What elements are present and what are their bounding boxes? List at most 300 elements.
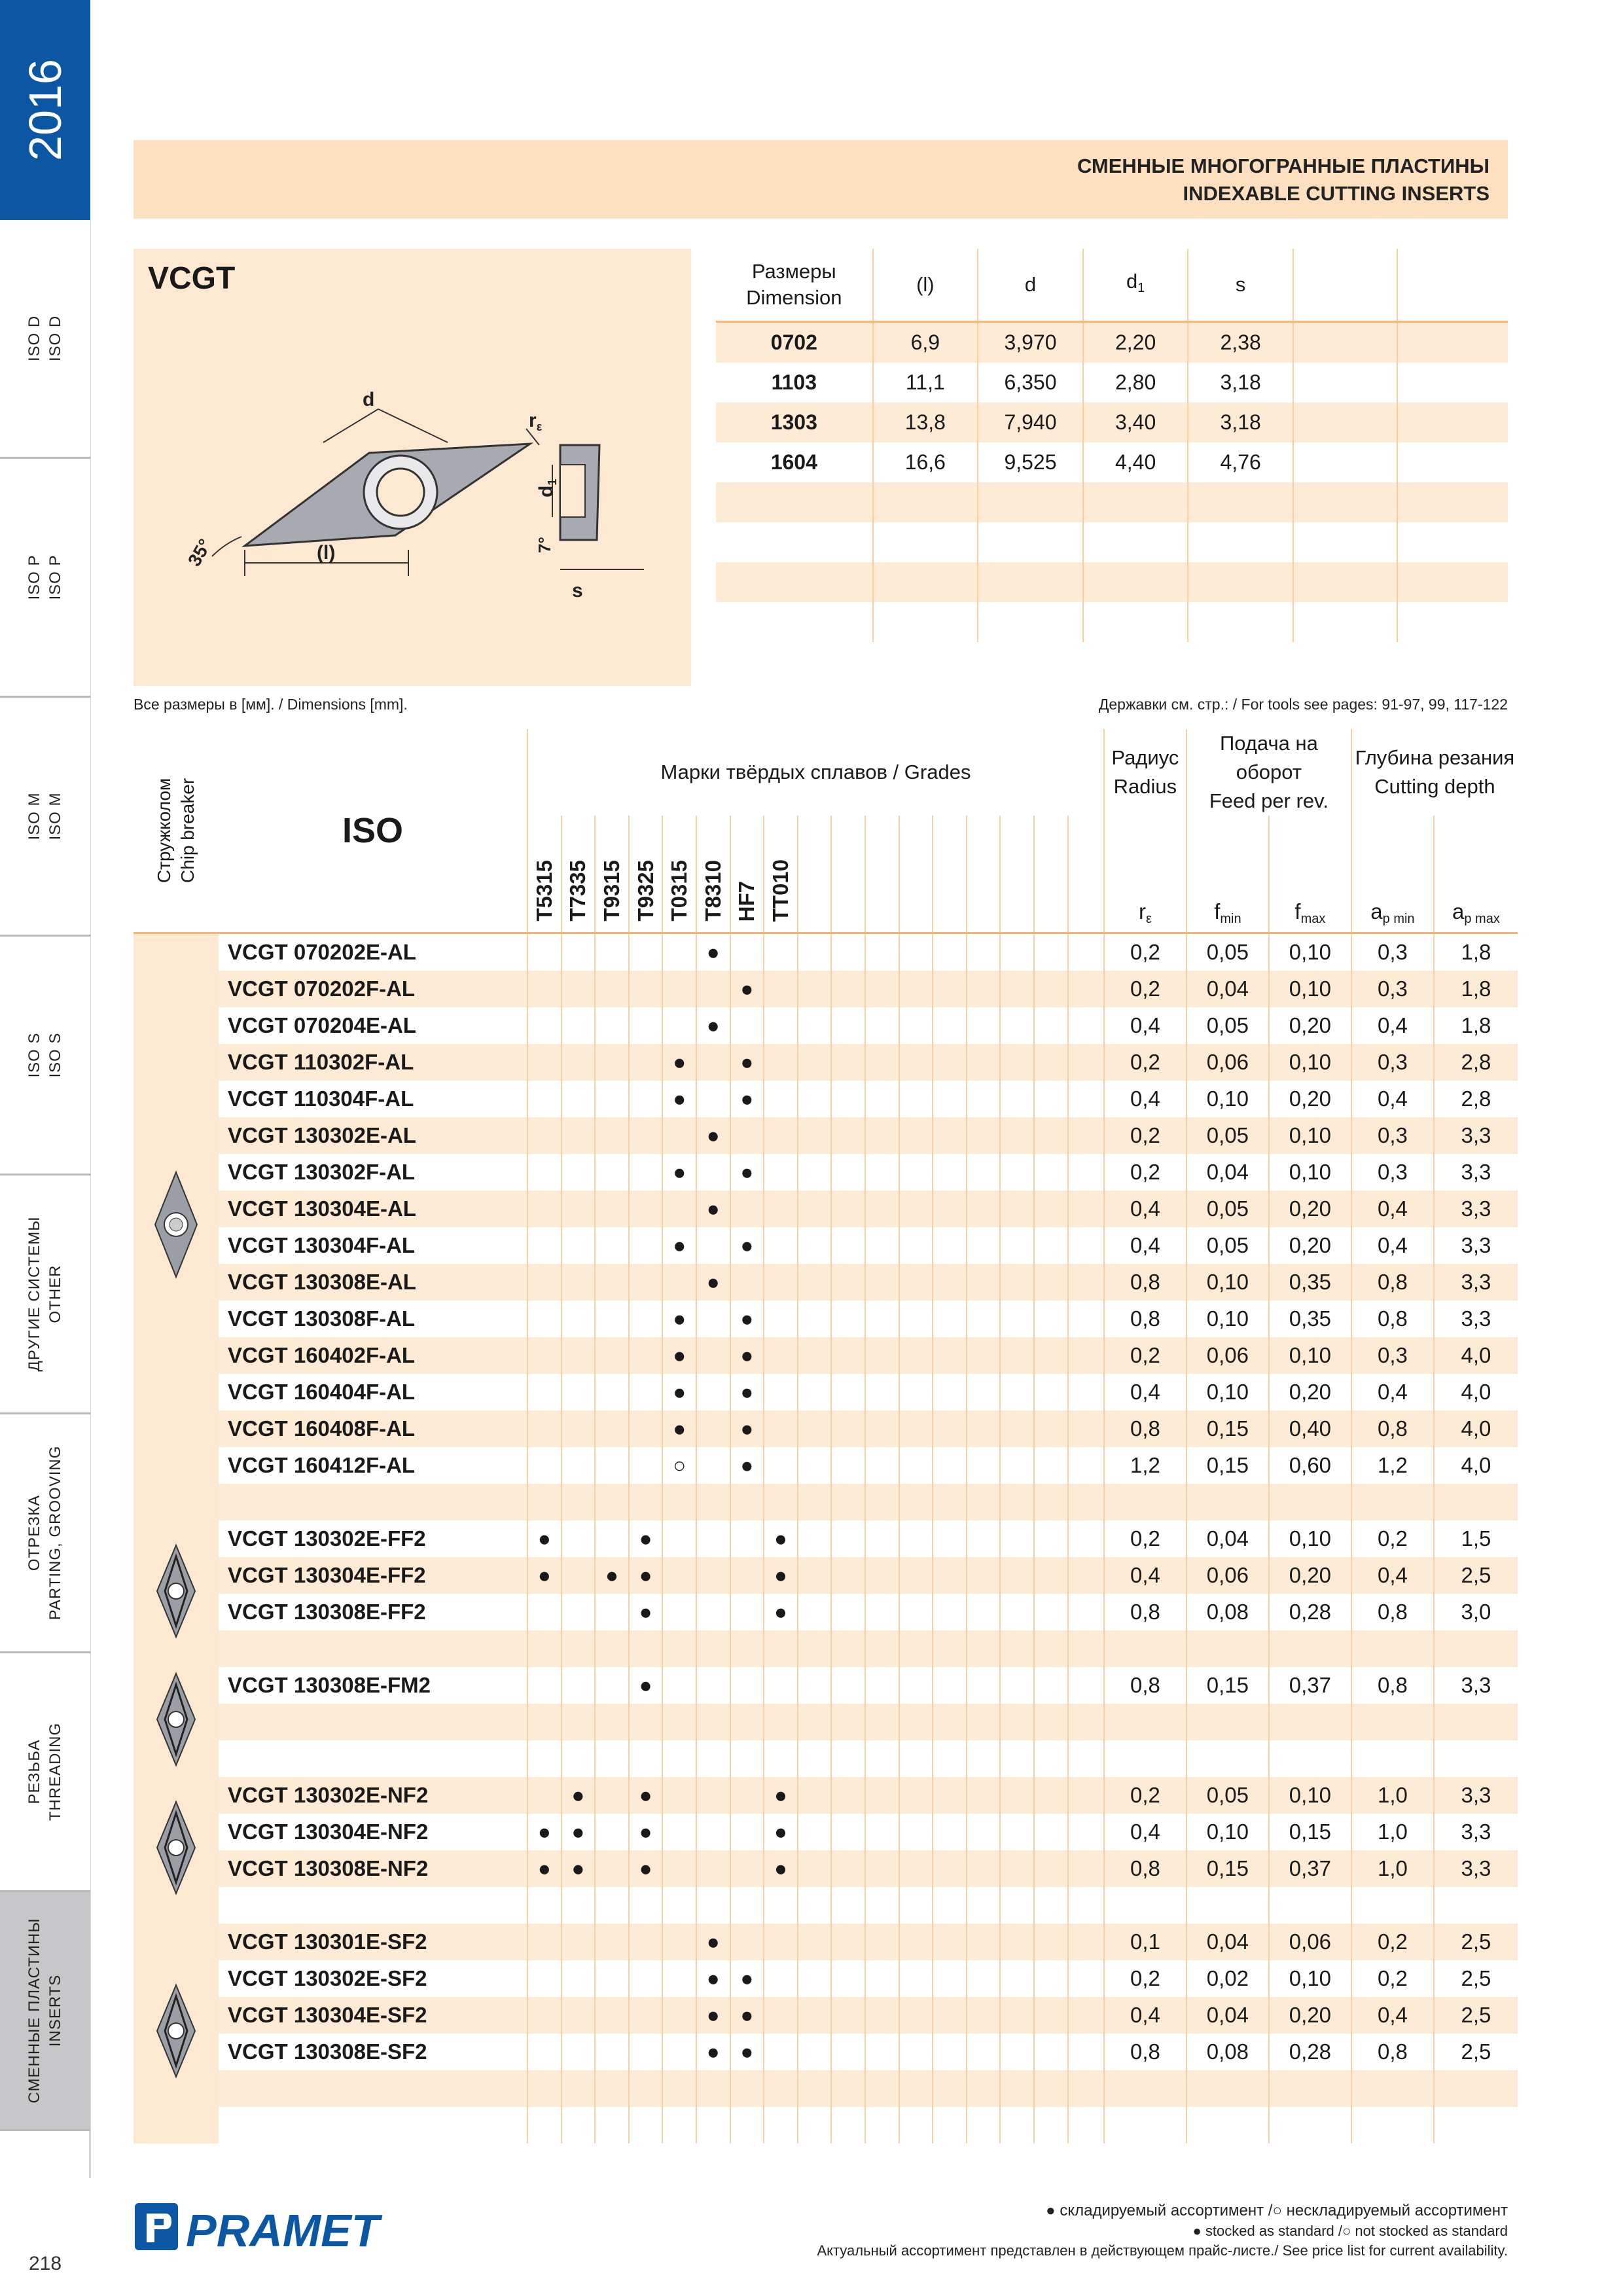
value-apmax: 3,3 xyxy=(1434,1227,1518,1264)
side-tab-label: СМЕННЫЕ ПЛАСТИНЫ INSERTS xyxy=(26,1918,64,2104)
table-row xyxy=(134,1960,1518,1997)
grade-cell xyxy=(933,1337,967,1374)
grade-cell xyxy=(1068,1924,1104,1960)
grade-cell xyxy=(595,1594,629,1630)
grade-cell xyxy=(865,1850,899,1887)
grade-cell xyxy=(1068,1520,1104,1557)
value-fmin: 0,15 xyxy=(1186,1667,1269,1704)
grade-cell xyxy=(967,1777,1001,1814)
grade-cell xyxy=(798,1081,832,1117)
grade-cell xyxy=(562,1374,596,1410)
grade-cell: ● xyxy=(730,1337,764,1374)
value-re: 1,2 xyxy=(1104,1447,1186,1484)
grade-cell xyxy=(662,971,696,1007)
grade-cell xyxy=(696,1520,730,1557)
grade-cell xyxy=(1000,1081,1034,1117)
grade-cell xyxy=(696,1447,730,1484)
value-apmin: 0,8 xyxy=(1351,1300,1434,1337)
grade-cell xyxy=(562,1044,596,1081)
value-fmin: 0,10 xyxy=(1186,1374,1269,1410)
grade-cell: ● xyxy=(730,971,764,1007)
side-tab-5[interactable] xyxy=(0,1175,90,1414)
grade-cell xyxy=(933,1814,967,1850)
dimension-row xyxy=(716,322,1508,363)
grade-cell xyxy=(1000,1044,1034,1081)
grade-cell xyxy=(1068,971,1104,1007)
grade-cell xyxy=(967,1704,1001,1740)
grade-cell xyxy=(967,1594,1001,1630)
table-row xyxy=(134,933,1518,971)
grade-cell xyxy=(967,1044,1001,1081)
value-fmin: 0,02 xyxy=(1186,1960,1269,1997)
dimension-header-d: d xyxy=(978,249,1083,322)
grade-cell xyxy=(967,1960,1001,1997)
grade-cell xyxy=(933,2034,967,2070)
value-apmax: 2,5 xyxy=(1434,1557,1518,1594)
value-fmax: 0,10 xyxy=(1269,1154,1351,1191)
grade-cell: ● xyxy=(730,1374,764,1410)
legend-line-3: Актуальный ассортимент представлен в действующем прайс-листе./ See price list for current availability. xyxy=(817,2242,1508,2259)
dimension-cell-s: 4,76 xyxy=(1188,442,1293,482)
grade-cell: ○ xyxy=(662,1447,696,1484)
value-re: 0,2 xyxy=(1104,1154,1186,1191)
dimension-cell-l xyxy=(873,562,978,602)
grade-cell xyxy=(730,933,764,971)
grade-cell xyxy=(662,1264,696,1300)
dimension-cell-d: 6,350 xyxy=(978,363,1083,403)
grade-cell xyxy=(865,1740,899,1777)
grade-cell xyxy=(595,1007,629,1044)
grade-cell xyxy=(865,1191,899,1227)
grade-cell xyxy=(562,1227,596,1264)
insert-code xyxy=(219,2107,527,2144)
chip-breaker-header: Стружколом Chip breaker xyxy=(154,778,198,884)
grade-cell: ● xyxy=(562,1814,596,1850)
grade-cell xyxy=(629,1484,663,1520)
grade-cell: ● xyxy=(527,1557,562,1594)
grade-cell xyxy=(1034,1740,1068,1777)
table-row xyxy=(134,1300,1518,1337)
grade-cell xyxy=(730,2070,764,2107)
grade-cell xyxy=(831,971,865,1007)
value-fmin xyxy=(1186,1704,1269,1740)
value-fmin: 0,05 xyxy=(1186,1191,1269,1227)
grade-cell xyxy=(1034,1484,1068,1520)
value-fmax: 0,20 xyxy=(1269,1081,1351,1117)
value-re xyxy=(1104,1630,1186,1667)
dimension-cell-d xyxy=(978,482,1083,522)
dimension-body xyxy=(716,322,1508,643)
dimension-cell-empty xyxy=(1293,522,1398,562)
grade-cell xyxy=(764,1044,798,1081)
grade-cell xyxy=(562,1337,596,1374)
grade-cell xyxy=(764,1081,798,1117)
grade-cell xyxy=(629,1704,663,1740)
value-fmin: 0,10 xyxy=(1186,1300,1269,1337)
grade-cell xyxy=(764,1484,798,1520)
grade-cell xyxy=(798,1850,832,1887)
grade-cell xyxy=(933,971,967,1007)
value-fmax: 0,35 xyxy=(1269,1264,1351,1300)
value-fmax xyxy=(1269,1630,1351,1667)
grade-cell xyxy=(798,1777,832,1814)
side-tab-label: РЕЗЬБА THREADING xyxy=(26,1722,64,1821)
dimensions-note: Все размеры в [мм]. / Dimensions [mm]. xyxy=(134,696,408,713)
grade-cell xyxy=(831,933,865,971)
grade-cell xyxy=(527,2107,562,2144)
grade-cell xyxy=(831,1520,865,1557)
grade-cell xyxy=(629,1740,663,1777)
side-tab-2[interactable] xyxy=(0,459,90,698)
grade-cell xyxy=(798,1520,832,1557)
grade-cell xyxy=(865,971,899,1007)
grade-cell xyxy=(764,1997,798,2034)
grade-cell xyxy=(1068,1997,1104,2034)
grade-cell: ● xyxy=(562,1850,596,1887)
insert-code xyxy=(219,1887,527,1924)
grade-cell xyxy=(629,1410,663,1447)
grade-cell xyxy=(831,1594,865,1630)
grade-cell xyxy=(1068,1191,1104,1227)
grade-cell xyxy=(1000,1191,1034,1227)
grade-cell xyxy=(1034,1997,1068,2034)
grade-cell xyxy=(1068,1557,1104,1594)
value-re xyxy=(1104,1740,1186,1777)
grade-cell: ● xyxy=(764,1594,798,1630)
value-fmin xyxy=(1186,1887,1269,1924)
grade-cell xyxy=(1034,1520,1068,1557)
insert-code: VCGT 160412F-AL xyxy=(228,1453,416,1477)
value-fmax xyxy=(1269,2107,1351,2144)
grade-cell xyxy=(595,1264,629,1300)
grade-cell xyxy=(696,1594,730,1630)
dim-s-label: s xyxy=(572,580,583,601)
grade-cell xyxy=(1000,1850,1034,1887)
grade-cell xyxy=(527,1594,562,1630)
grade-cell xyxy=(595,1044,629,1081)
grade-cell xyxy=(1068,1337,1104,1374)
dimension-table xyxy=(716,249,1508,642)
value-fmin: 0,08 xyxy=(1186,1594,1269,1630)
grade-cell: ● xyxy=(696,1191,730,1227)
grade-cell xyxy=(865,1997,899,2034)
grade-cell xyxy=(1068,1594,1104,1630)
grade-cell xyxy=(798,1814,832,1850)
grade-cell xyxy=(629,1374,663,1410)
grade-cell xyxy=(1034,1960,1068,1997)
grade-cell xyxy=(1068,2107,1104,2144)
insert-code xyxy=(219,2070,527,2107)
header-title-ru: СМЕННЫЕ МНОГОГРАННЫЕ ПЛАСТИНЫ xyxy=(1077,154,1489,177)
value-fmax xyxy=(1269,1887,1351,1924)
grade-cell xyxy=(595,933,629,971)
value-apmax: 3,3 xyxy=(1434,1117,1518,1154)
grade-cell: ● xyxy=(629,1594,663,1630)
grade-header: TT010 xyxy=(764,816,798,932)
value-apmax: 2,5 xyxy=(1434,1960,1518,1997)
grade-cell xyxy=(865,2107,899,2144)
grade-cell xyxy=(696,1557,730,1594)
grade-cell xyxy=(798,1960,832,1997)
dimension-cell-s xyxy=(1188,602,1293,642)
grade-cell xyxy=(730,1667,764,1704)
dimension-cell-empty xyxy=(1397,322,1508,363)
grade-cell xyxy=(764,1191,798,1227)
dimension-cell-d1 xyxy=(1083,522,1188,562)
grade-cell xyxy=(933,1850,967,1887)
grade-cell xyxy=(798,1300,832,1337)
grade-cell xyxy=(527,1630,562,1667)
grade-cell xyxy=(562,2034,596,2070)
grade-cell: ● xyxy=(764,1777,798,1814)
grade-cell xyxy=(595,1887,629,1924)
grade-cell xyxy=(730,1630,764,1667)
grade-cell xyxy=(629,1117,663,1154)
depth-header: Глубина резания Cutting depth xyxy=(1351,729,1518,816)
table-row xyxy=(134,2034,1518,2070)
grade-cell xyxy=(933,1924,967,1960)
grade-header-empty xyxy=(967,816,1001,932)
dimension-cell-s: 2,38 xyxy=(1188,322,1293,363)
grade-cell xyxy=(1034,1154,1068,1191)
table-row-empty xyxy=(134,1704,1518,1740)
table-row xyxy=(134,1777,1518,1814)
grade-cell xyxy=(764,1667,798,1704)
grade-cell xyxy=(629,1887,663,1924)
feed-header: Подача на оборот Feed per rev. xyxy=(1186,729,1351,816)
value-fmax: 0,06 xyxy=(1269,1924,1351,1960)
grade-cell xyxy=(933,1594,967,1630)
grade-cell xyxy=(527,1300,562,1337)
grade-cell xyxy=(933,1410,967,1447)
value-apmin: 0,2 xyxy=(1351,1960,1434,1997)
dimension-cell-code: 0702 xyxy=(716,322,873,363)
grade-cell xyxy=(831,1924,865,1960)
chip-breaker-al-image xyxy=(134,933,219,1521)
value-fmax: 0,28 xyxy=(1269,1594,1351,1630)
value-re: 0,8 xyxy=(1104,1410,1186,1447)
grade-cell xyxy=(831,1117,865,1154)
grade-cell xyxy=(899,2034,933,2070)
grade-cell xyxy=(967,1484,1001,1520)
grade-cell xyxy=(527,1264,562,1300)
grade-cell xyxy=(696,1814,730,1850)
grade-cell xyxy=(933,1887,967,1924)
grade-cell xyxy=(1068,1667,1104,1704)
grade-cell xyxy=(865,1300,899,1337)
side-tab-label: ISO P ISO P xyxy=(26,554,64,600)
grade-cell xyxy=(899,1227,933,1264)
grade-cell xyxy=(662,2107,696,2144)
grade-cell xyxy=(730,1814,764,1850)
grade-cell xyxy=(1068,1777,1104,1814)
side-tab-3[interactable] xyxy=(0,698,90,937)
grade-cell xyxy=(764,1374,798,1410)
dimension-cell-d xyxy=(978,562,1083,602)
insert-code: VCGT 070204E-AL xyxy=(228,1013,416,1037)
dimension-cell-empty xyxy=(1293,403,1398,442)
value-fmin: 0,04 xyxy=(1186,1997,1269,2034)
grade-cell xyxy=(629,1924,663,1960)
side-tab-6[interactable] xyxy=(0,1414,90,1653)
dimension-row xyxy=(716,442,1508,482)
value-apmax: 1,8 xyxy=(1434,933,1518,971)
grade-cell xyxy=(798,1007,832,1044)
grade-cell xyxy=(527,2034,562,2070)
grade-cell xyxy=(764,1227,798,1264)
grade-cell xyxy=(967,2107,1001,2144)
grade-cell: ● xyxy=(730,1960,764,1997)
insert-code: VCGT 130302E-NF2 xyxy=(219,1777,527,1814)
grade-cell xyxy=(899,1007,933,1044)
value-apmin: 0,4 xyxy=(1351,1007,1434,1044)
grade-cell xyxy=(1000,1520,1034,1557)
grade-cell xyxy=(798,1484,832,1520)
grade-cell xyxy=(1000,1667,1034,1704)
value-fmax: 0,37 xyxy=(1269,1667,1351,1704)
tools-note: Державки см. стр.: / For tools see pages: 91-97, 99, 117-122 xyxy=(1098,696,1508,713)
grade-cell xyxy=(865,1814,899,1850)
value-re: 0,4 xyxy=(1104,1997,1186,2034)
table-row xyxy=(134,1227,1518,1264)
grade-cell xyxy=(1000,1007,1034,1044)
side-tab-8[interactable] xyxy=(0,1892,90,2131)
grade-cell xyxy=(764,2107,798,2144)
value-fmin: 0,06 xyxy=(1186,1044,1269,1081)
grade-cell xyxy=(1000,1997,1034,2034)
value-fmax xyxy=(1269,1740,1351,1777)
grade-cell xyxy=(933,2070,967,2107)
value-fmax: 0,10 xyxy=(1269,1960,1351,1997)
grade-cell xyxy=(865,1924,899,1960)
grade-cell xyxy=(1068,1044,1104,1081)
value-apmax: 2,8 xyxy=(1434,1044,1518,1081)
pramet-logo xyxy=(134,2199,395,2257)
value-apmax xyxy=(1434,2107,1518,2144)
grade-cell xyxy=(865,1044,899,1081)
table-row xyxy=(134,1557,1518,1594)
grade-cell xyxy=(696,1044,730,1081)
value-apmax: 1,8 xyxy=(1434,1007,1518,1044)
grade-cell xyxy=(1068,1484,1104,1520)
grade-cell xyxy=(764,2070,798,2107)
chip-breaker-ff2-image xyxy=(134,1520,219,1667)
grade-cell xyxy=(595,1814,629,1850)
grade-cell xyxy=(967,1410,1001,1447)
grade-cell xyxy=(899,1044,933,1081)
grade-cell xyxy=(595,1924,629,1960)
value-fmax xyxy=(1269,1704,1351,1740)
grade-cell xyxy=(1034,1410,1068,1447)
grade-cell xyxy=(831,1264,865,1300)
grade-cell xyxy=(831,1484,865,1520)
grade-cell xyxy=(1068,1300,1104,1337)
grade-cell xyxy=(1000,1300,1034,1337)
value-apmax: 3,3 xyxy=(1434,1814,1518,1850)
grade-cell xyxy=(527,1337,562,1374)
grade-cell xyxy=(967,1814,1001,1850)
grade-cell xyxy=(967,1264,1001,1300)
grade-cell: ● xyxy=(764,1814,798,1850)
grade-cell xyxy=(662,1191,696,1227)
grade-cell xyxy=(595,1410,629,1447)
insert-hole-inner xyxy=(377,469,424,516)
dimension-header-d1: $d_1$ xyxy=(1083,249,1188,322)
dimension-cell-d1 xyxy=(1083,602,1188,642)
grade-cell xyxy=(967,2034,1001,2070)
grade-cell xyxy=(798,1410,832,1447)
grade-cell xyxy=(595,1630,629,1667)
grade-cell xyxy=(562,1264,596,1300)
chip-breaker-fm2-image xyxy=(134,1667,219,1777)
grade-cell xyxy=(798,1044,832,1081)
grade-cell xyxy=(1034,1337,1068,1374)
value-fmax: 0,10 xyxy=(1269,1520,1351,1557)
grade-cell xyxy=(562,1594,596,1630)
grade-cell xyxy=(764,1154,798,1191)
grade-cell xyxy=(865,1557,899,1594)
grade-cell xyxy=(831,1227,865,1264)
side-tab-4[interactable] xyxy=(0,937,90,1175)
value-apmax: 3,3 xyxy=(1434,1300,1518,1337)
grade-cell xyxy=(629,2107,663,2144)
grade-cell xyxy=(764,1924,798,1960)
grade-cell xyxy=(527,1227,562,1264)
grade-cell: ● xyxy=(730,1410,764,1447)
grade-cell xyxy=(764,1007,798,1044)
grade-cell xyxy=(562,1997,596,2034)
grade-cell xyxy=(696,1667,730,1704)
grade-cell xyxy=(865,1117,899,1154)
grade-cell xyxy=(967,1337,1001,1374)
grade-cell xyxy=(696,1081,730,1117)
table-row xyxy=(134,1264,1518,1300)
grade-cell: ● xyxy=(730,1300,764,1337)
value-fmax: 0,28 xyxy=(1269,2034,1351,2070)
insert-code: VCGT 130304E-SF2 xyxy=(219,1997,527,2034)
grade-cell xyxy=(730,1520,764,1557)
grade-cell xyxy=(562,1740,596,1777)
grade-cell: ● xyxy=(527,1850,562,1887)
side-tab-7[interactable] xyxy=(0,1653,90,1892)
value-apmin: 0,8 xyxy=(1351,2034,1434,2070)
grade-cell xyxy=(527,971,562,1007)
value-apmin: 1,0 xyxy=(1351,1850,1434,1887)
value-fmax: 0,10 xyxy=(1269,1117,1351,1154)
grade-cell xyxy=(865,1007,899,1044)
value-apmax xyxy=(1434,1704,1518,1740)
table-row-empty xyxy=(134,1484,1518,1520)
grade-cell xyxy=(696,1887,730,1924)
grade-cell xyxy=(899,1814,933,1850)
grade-cell xyxy=(696,1154,730,1191)
side-tab-1[interactable] xyxy=(0,220,90,459)
value-re: 0,8 xyxy=(1104,1300,1186,1337)
grade-cell xyxy=(865,1410,899,1447)
grade-cell xyxy=(595,1997,629,2034)
grade-cell xyxy=(1068,1850,1104,1887)
value-re: 0,8 xyxy=(1104,1594,1186,1630)
grade-cell xyxy=(527,1081,562,1117)
grade-cell xyxy=(1000,1630,1034,1667)
value-fmax: 0,20 xyxy=(1269,1007,1351,1044)
value-fmin: 0,15 xyxy=(1186,1410,1269,1447)
grade-cell xyxy=(696,1300,730,1337)
grade-cell xyxy=(1068,1227,1104,1264)
grade-cell xyxy=(967,1997,1001,2034)
grade-cell xyxy=(662,1740,696,1777)
chip-breaker-sf2-image xyxy=(134,1924,219,2144)
